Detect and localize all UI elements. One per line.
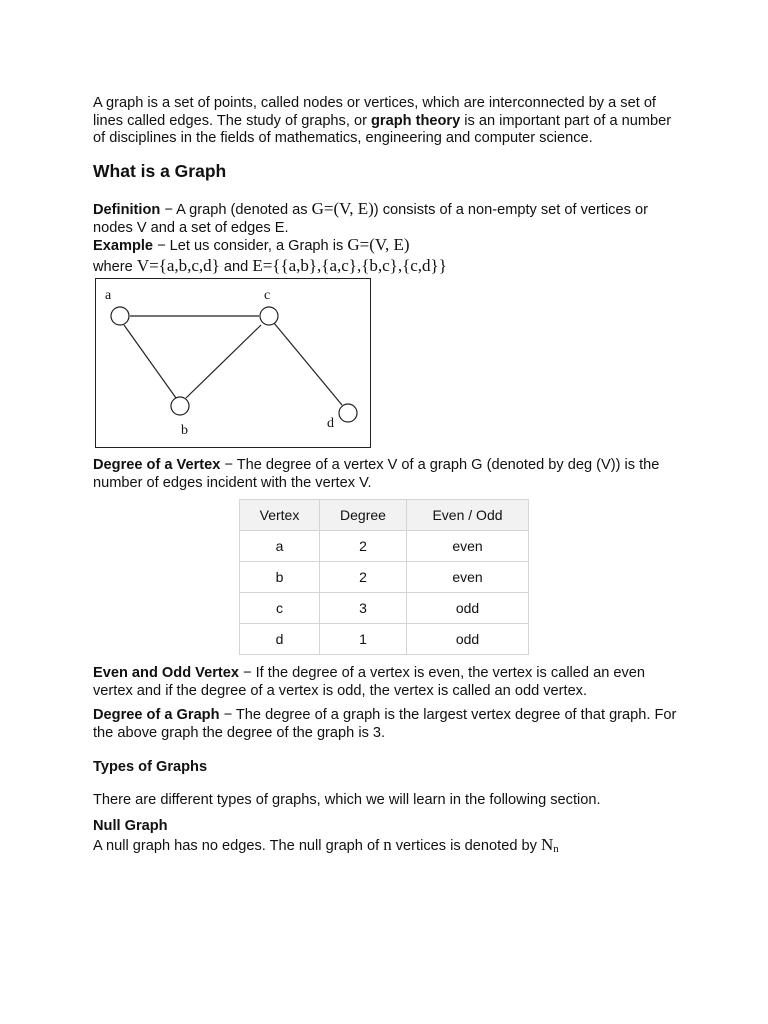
null-graph-math-n: n — [383, 835, 392, 854]
table-cell: a — [240, 531, 320, 562]
null-graph-heading: Null Graph — [93, 818, 168, 834]
types-paragraph: There are different types of graphs, which we will learn in the following section. — [93, 792, 601, 808]
degree-graph-paragraph — [93, 707, 683, 742]
null-graph-paragraph — [93, 836, 683, 859]
graph-figure — [95, 278, 371, 448]
vertex-label-a: a — [105, 288, 112, 303]
null-graph-math-N: N — [540, 835, 554, 854]
null-graph-text-1: A null graph has no edges. The null graph of — [93, 838, 384, 854]
even-odd-paragraph — [93, 665, 683, 700]
table-cell: b — [240, 562, 320, 593]
table-cell: odd — [407, 624, 529, 655]
definition-label: Definition — [93, 202, 161, 218]
intro-bold-term: graph theory — [371, 112, 461, 129]
table-cell: even — [407, 531, 529, 562]
null-graph-math-sub: n — [553, 843, 559, 855]
example-line-2 — [93, 257, 683, 277]
even-odd-label: Even and Odd Vertex — [93, 665, 239, 681]
table-cell: 3 — [320, 593, 407, 624]
vertex-c — [260, 307, 278, 325]
degree-vertex-text: − The degree of a vertex V of a graph G (denoted by deg (V)) is the number of edges incident with the vertex V. — [93, 457, 660, 491]
table-cell: odd — [407, 593, 529, 624]
intro-text-1: A graph is a set of points, called nodes or vertices, which are interconnected by a set of lines called edges. The study of graphs, or — [93, 95, 656, 129]
definition-text-1: − A graph (denoted as — [160, 202, 312, 218]
intro-paragraph — [93, 95, 683, 148]
vertex-label-d: d — [327, 416, 334, 431]
vertex-label-b: b — [181, 423, 188, 438]
table-cell: d — [240, 624, 320, 655]
section-heading: What is a Graph — [93, 161, 227, 181]
definition-text-2: ) consists of a non-empty set of vertices or nodes V and a set of edges E. — [93, 202, 648, 236]
edge-b-c — [186, 325, 261, 398]
example-math-1: G=(V, E) — [347, 235, 410, 254]
types-heading: Types of Graphs — [93, 759, 208, 775]
table-header: Even / Odd — [407, 500, 529, 531]
table-header: Vertex — [240, 500, 320, 531]
graph-diagram — [96, 279, 372, 449]
degree-graph-label: Degree of a Graph — [93, 707, 220, 723]
table-row — [240, 562, 529, 593]
table-cell: 2 — [320, 562, 407, 593]
table-row — [240, 593, 529, 624]
table-row — [240, 531, 529, 562]
example-text-1: − Let us consider, a Graph is — [153, 238, 348, 254]
vertex-d — [339, 404, 357, 422]
example-text-2: where — [93, 259, 137, 275]
example-math-3: E={{a,b},{a,c},{b,c},{c,d}} — [252, 256, 447, 275]
table-cell: 2 — [320, 531, 407, 562]
definition-math: G=(V, E) — [311, 199, 374, 218]
definition-paragraph — [93, 200, 683, 237]
edge-a-b — [124, 325, 176, 398]
table-header-row — [240, 500, 529, 531]
table-header: Degree — [320, 500, 407, 531]
example-text-3: and — [219, 259, 253, 275]
vertex-a — [111, 307, 129, 325]
table-cell: c — [240, 593, 320, 624]
vertex-label-c: c — [264, 288, 271, 303]
example-math-2: V={a,b,c,d} — [136, 256, 220, 275]
vertex-b — [171, 397, 189, 415]
degree-vertex-label: Degree of a Vertex — [93, 457, 221, 473]
example-label: Example — [93, 238, 154, 254]
null-graph-text-2: vertices is denoted by — [391, 838, 541, 854]
even-odd-text: − If the degree of a vertex is even, the vertex is called an even vertex and if the degree of a vertex is odd, the vertex is called an odd vertex. — [93, 665, 646, 699]
table-row — [240, 624, 529, 655]
table-cell: 1 — [320, 624, 407, 655]
edge-c-d — [274, 323, 342, 405]
degree-graph-text: − The degree of a graph is the largest vertex degree of that graph. For the above graph the degree of the graph is 3. — [93, 707, 677, 741]
example-line-1 — [93, 236, 683, 256]
degree-vertex-paragraph — [93, 457, 683, 492]
intro-text-2: is an important part of a number of disciplines in the fields of mathematics, engineering and computer science. — [93, 112, 672, 146]
table-cell: even — [407, 562, 529, 593]
degree-table — [239, 499, 529, 655]
